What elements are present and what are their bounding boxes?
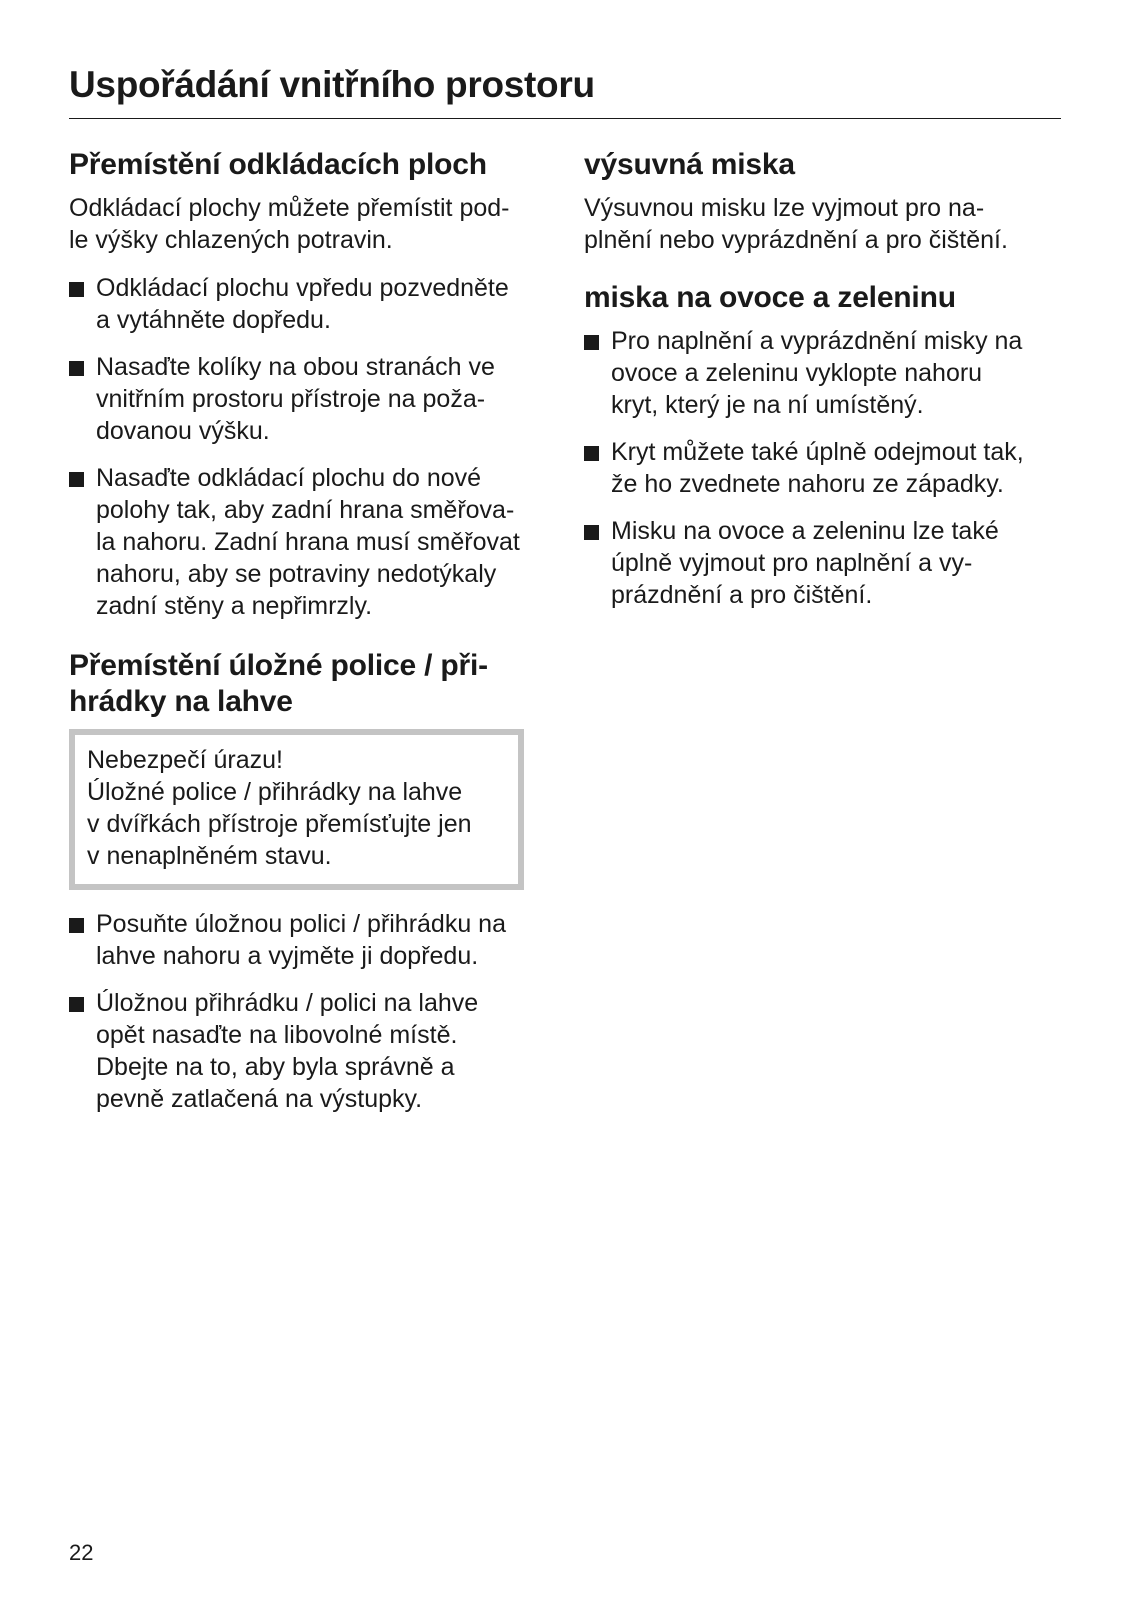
section-heading-drawer: výsuvná miska xyxy=(584,148,795,181)
text-line: úplně vyjmout pro naplnění a vy- xyxy=(611,549,973,577)
text-line: dovanou výšku. xyxy=(96,417,270,445)
warning-title: Nebezpečí úrazu! xyxy=(87,746,283,774)
text-line: polohy tak, aby zadní hrana směřova- xyxy=(96,496,515,524)
list-item xyxy=(584,436,1066,500)
list-item xyxy=(584,515,1066,611)
text-line: Nasaďte kolíky na obou stranách ve xyxy=(96,353,495,381)
text-line: Dbejte na to, aby byla správně a xyxy=(96,1053,455,1081)
list-item xyxy=(69,987,551,1115)
square-bullet-icon xyxy=(584,335,599,350)
text-line: Nasaďte odkládací plochu do nové xyxy=(96,464,482,492)
text-line: vnitřním prostoru přístroje na poža- xyxy=(96,385,486,413)
section-heading-shelves: Přemístění odkládacích ploch xyxy=(69,148,487,181)
text-line: lahve nahoru a vyjměte ji dopředu. xyxy=(96,942,479,970)
section-heading-bottle-shelf xyxy=(69,648,551,720)
left-column xyxy=(69,147,551,1130)
bullet-list-fruit-bowl xyxy=(584,325,1066,611)
text-line: ovoce a zeleninu vyklopte nahoru xyxy=(611,359,983,387)
list-item xyxy=(69,462,551,622)
text-line: prázdnění a pro čištění. xyxy=(611,581,873,609)
text-line: nahoru, aby se potraviny nedotýkaly xyxy=(96,560,497,588)
text-line: Posuňte úložnou polici / přihrádku na xyxy=(96,910,506,938)
section-intro-shelves xyxy=(69,192,551,256)
text-line: Odkládací plochy můžete přemístit pod- xyxy=(69,194,510,222)
text-line: Výsuvnou misku lze vyjmout pro na- xyxy=(584,194,985,222)
text-line: že ho zvednete nahoru ze západky. xyxy=(611,470,1004,498)
text-line: Kryt můžete také úplně odejmout tak, xyxy=(611,438,1024,466)
text-line: pevně zatlačená na výstupky. xyxy=(96,1085,423,1113)
text-line: kryt, který je na ní umístěný. xyxy=(611,391,924,419)
square-bullet-icon xyxy=(69,997,84,1012)
list-item xyxy=(69,272,551,336)
page-number: 22 xyxy=(69,1540,94,1565)
text-line: Misku na ovoce a zeleninu lze také xyxy=(611,517,999,545)
right-column xyxy=(584,147,1066,626)
section-heading-fruit-bowl: miska na ovoce a zeleninu xyxy=(584,281,956,314)
text-line: le výšky chlazených potravin. xyxy=(69,226,393,254)
text-line: la nahoru. Zadní hrana musí směřovat xyxy=(96,528,520,556)
text-line: Úložnou přihrádku / polici na lahve xyxy=(96,989,479,1017)
page-title: Uspořádání vnitřního prostoru xyxy=(69,64,595,105)
title-divider xyxy=(69,118,1061,119)
bullet-list-shelves xyxy=(69,272,551,622)
heading-line: hrádky na lahve xyxy=(69,685,293,718)
warning-box xyxy=(69,729,524,890)
text-line: Odkládací plochu vpředu pozvedněte xyxy=(96,274,509,302)
heading-line: Přemístění úložné police / při- xyxy=(69,649,488,682)
text-line: zadní stěny a nepřimrzly. xyxy=(96,592,373,620)
text-line: v dvířkách přístroje přemísťujte jen xyxy=(87,810,472,838)
square-bullet-icon xyxy=(69,361,84,376)
list-item xyxy=(584,325,1066,421)
text-line: v nenaplněném stavu. xyxy=(87,842,332,870)
square-bullet-icon xyxy=(584,446,599,461)
text-line: Pro naplnění a vyprázdnění misky na xyxy=(611,327,1023,355)
text-line: plnění nebo vyprázdnění a pro čištění. xyxy=(584,226,1008,254)
list-item xyxy=(69,908,551,972)
bullet-list-bottle-shelf xyxy=(69,908,551,1115)
section-intro-drawer xyxy=(584,192,1066,256)
text-line: opět nasaďte na libovolné místě. xyxy=(96,1021,458,1049)
list-item xyxy=(69,351,551,447)
square-bullet-icon xyxy=(69,918,84,933)
square-bullet-icon xyxy=(69,472,84,487)
text-line: Úložné police / přihrádky na lahve xyxy=(87,778,463,806)
text-line: a vytáhněte dopředu. xyxy=(96,306,331,334)
square-bullet-icon xyxy=(69,282,84,297)
square-bullet-icon xyxy=(584,525,599,540)
